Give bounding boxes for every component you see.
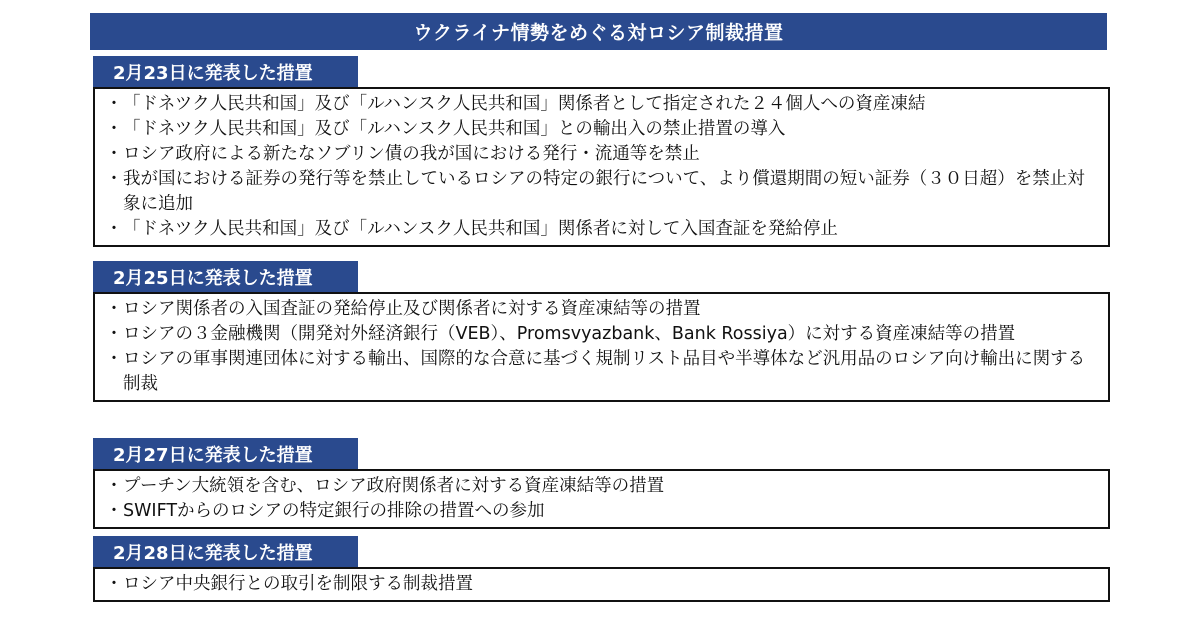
section-feb-27 [93, 438, 1110, 529]
measure-list [105, 572, 1100, 597]
measure-text: SWIFTからのロシアの特定銀行の排除の措置への参加 [123, 501, 545, 521]
measure-text: ロシア関係者の入国査証の発給停止及び関係者に対する資産凍結等の措置 [123, 299, 701, 319]
section-header: 2月23日に発表した措置 [93, 56, 358, 87]
measure-text: 「ドネツク人民共和国」及び「ルハンスク人民共和国」関係者に対して入国査証を発給停止 [123, 219, 838, 239]
measure-text: プーチン大統領を含む、ロシア政府関係者に対する資産凍結等の措置 [123, 476, 665, 496]
bullet: ・ [105, 574, 123, 594]
section-box [93, 469, 1110, 529]
measure-list [105, 92, 1100, 242]
bullet: ・ [105, 349, 123, 369]
section-feb-28 [93, 536, 1110, 602]
section-feb-23 [93, 56, 1110, 247]
measure-text: 「ドネツク人民共和国」及び「ルハンスク人民共和国」関係者として指定された２４個人への資産凍結 [123, 94, 926, 114]
bullet: ・ [105, 476, 123, 496]
list-item [105, 117, 1100, 142]
measure-text: 我が国における証券の発行等を禁止しているロシアの特定の銀行について、より償還期間の短い証券（３０日超）を禁止対象に追加 [123, 169, 1085, 214]
bullet: ・ [105, 144, 123, 164]
list-item [105, 474, 1100, 499]
bullet: ・ [105, 219, 123, 239]
section-header: 2月27日に発表した措置 [93, 438, 358, 469]
section-feb-25 [93, 261, 1110, 402]
section-header: 2月25日に発表した措置 [93, 261, 358, 292]
list-item [105, 297, 1100, 322]
measure-list [105, 297, 1100, 397]
section-box [93, 292, 1110, 402]
list-item [105, 92, 1100, 117]
measure-text: ロシア中央銀行との取引を制限する制裁措置 [123, 574, 473, 594]
list-item [105, 167, 1100, 217]
measure-text: ロシア政府による新たなソブリン債の我が国における発行・流通等を禁止 [123, 144, 700, 164]
section-box [93, 87, 1110, 247]
page-title: ウクライナ情勢をめぐる対ロシア制裁措置 [90, 13, 1107, 50]
bullet: ・ [105, 299, 123, 319]
list-item [105, 499, 1100, 524]
measure-text: 「ドネツク人民共和国」及び「ルハンスク人民共和国」との輸出入の禁止措置の導入 [123, 119, 786, 139]
measure-text: ロシアの軍事関連団体に対する輸出、国際的な合意に基づく規制リスト品目や半導体など汎用品のロシア向け輸出に関する制裁 [123, 349, 1086, 394]
bullet: ・ [105, 501, 123, 521]
measure-text: ロシアの３金融機関（開発対外経済銀行（VEB）、Promsvyazbank、Bank Rossiya）に対する資産凍結等の措置 [123, 324, 1016, 344]
list-item [105, 217, 1100, 242]
section-box [93, 567, 1110, 602]
list-item [105, 347, 1100, 397]
list-item [105, 572, 1100, 597]
bullet: ・ [105, 169, 123, 189]
section-header: 2月28日に発表した措置 [93, 536, 358, 567]
bullet: ・ [105, 324, 123, 344]
measure-list [105, 474, 1100, 524]
list-item [105, 142, 1100, 167]
bullet: ・ [105, 119, 123, 139]
bullet: ・ [105, 94, 123, 114]
list-item [105, 322, 1100, 347]
